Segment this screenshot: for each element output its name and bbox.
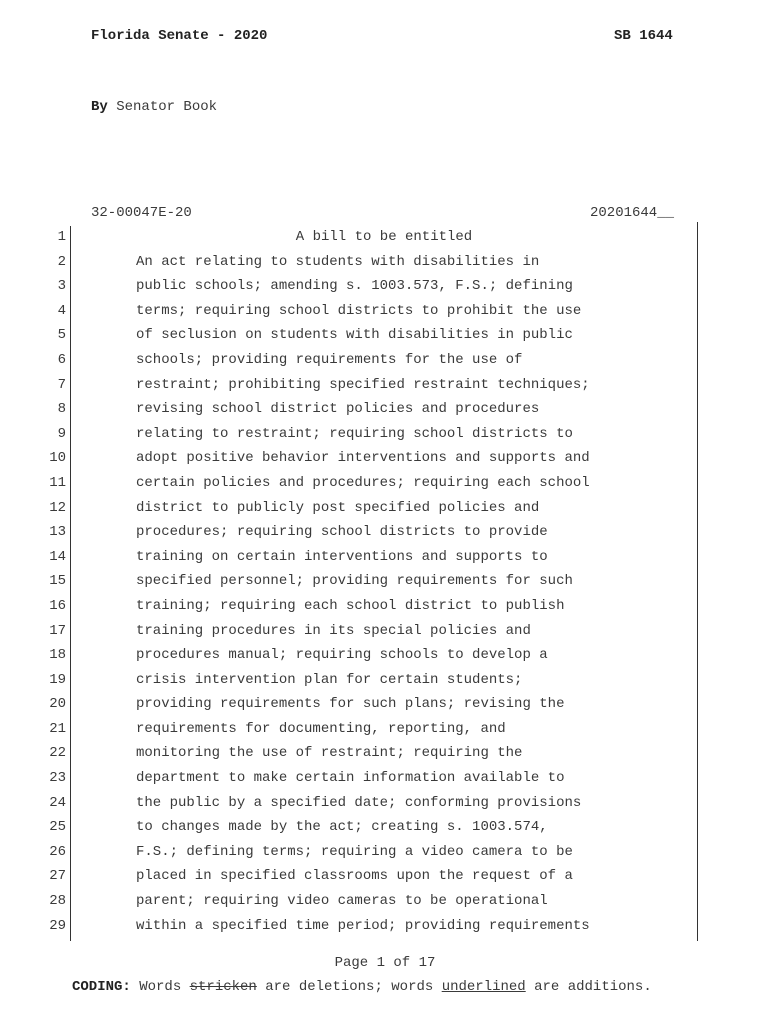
bill-number: SB 1644 [614, 28, 673, 44]
line-text: providing requirements for such plans; revising the [136, 696, 565, 713]
line-number: 1 [57, 229, 66, 245]
coding-text-2: are deletions; words [256, 979, 442, 995]
document-code: 20201644__ [590, 205, 675, 221]
line-number: 17 [49, 622, 66, 639]
bill-line [0, 914, 770, 939]
line-number: 19 [49, 671, 66, 688]
bill-line [0, 545, 770, 570]
line-number: 26 [49, 843, 66, 860]
bill-line [0, 471, 770, 496]
line-number: 23 [49, 770, 66, 787]
line-number: 8 [57, 401, 66, 418]
bill-line [0, 692, 770, 717]
line-text: crisis intervention plan for certain students; [136, 671, 523, 688]
line-number: 16 [49, 597, 66, 614]
sponsor-line [91, 99, 217, 115]
stricken-example: stricken [189, 979, 257, 995]
line-text: within a specified time period; providing requirements [136, 917, 590, 934]
bill-line [0, 717, 770, 742]
line-number: 22 [49, 745, 66, 762]
coding-text-1: Words [130, 979, 190, 995]
bill-line [0, 889, 770, 914]
bill-line [0, 250, 770, 275]
page-number: Page 1 of 17 [334, 955, 436, 971]
bill-line [0, 741, 770, 766]
line-text: procedures manual; requiring schools to develop a [136, 647, 548, 664]
line-text: certain policies and procedures; requiring each school [136, 474, 590, 491]
bill-line [0, 569, 770, 594]
bill-line [0, 274, 770, 299]
bill-line [0, 791, 770, 816]
line-text: specified personnel; providing requirements for such [136, 573, 573, 590]
line-number: 14 [49, 548, 66, 565]
coding-label: CODING: [72, 979, 131, 995]
line-number: 6 [57, 351, 66, 368]
line-number: 15 [49, 573, 66, 590]
bill-line [0, 299, 770, 324]
bill-line [0, 594, 770, 619]
line-text: relating to restraint; requiring school districts to [136, 425, 573, 442]
line-number: 25 [49, 819, 66, 836]
bill-line [0, 496, 770, 521]
line-number: 29 [49, 917, 66, 934]
bill-line [0, 815, 770, 840]
line-text: monitoring the use of restraint; requiring the [136, 745, 523, 762]
line-number: 28 [49, 893, 66, 910]
line-text: requirements for documenting, reporting, and [136, 720, 506, 737]
bill-line [0, 766, 770, 791]
bill-line [0, 323, 770, 348]
line-number: 13 [49, 524, 66, 541]
line-number: 12 [49, 499, 66, 516]
bill-line [0, 446, 770, 471]
bill-line [0, 373, 770, 398]
line-number: 2 [57, 253, 66, 270]
line-text: department to make certain information available to [136, 770, 565, 787]
line-text: district to publicly post specified policies and [136, 499, 540, 516]
line-text: A bill to be entitled [295, 229, 473, 245]
line-number: 27 [49, 868, 66, 885]
bill-line [0, 619, 770, 644]
line-text: An act relating to students with disabilities in [136, 253, 540, 270]
line-text: placed in specified classrooms upon the request of a [136, 868, 573, 885]
line-number: 5 [57, 327, 66, 344]
bill-line [0, 422, 770, 447]
line-number: 20 [49, 696, 66, 713]
line-text: adopt positive behavior interventions and supports and [136, 450, 590, 467]
underlined-example: underlined [441, 979, 526, 995]
bill-line [0, 520, 770, 545]
bill-line [0, 643, 770, 668]
bill-line [0, 864, 770, 889]
line-number: 18 [49, 647, 66, 664]
line-number: 3 [57, 278, 66, 295]
line-text: of seclusion on students with disabilities in public [136, 327, 573, 344]
line-text: parent; requiring video cameras to be operational [136, 893, 548, 910]
line-text: public schools; amending s. 1003.573, F.S.; defining [136, 278, 573, 295]
coding-text-3: are additions. [525, 979, 652, 995]
line-number: 21 [49, 720, 66, 737]
bill-line [0, 840, 770, 865]
draft-code: 32-00047E-20 [91, 205, 192, 221]
coding-legend [72, 979, 652, 995]
line-number: 9 [57, 425, 66, 442]
line-text: revising school district policies and procedures [136, 401, 540, 418]
bill-line [0, 348, 770, 373]
line-text: schools; providing requirements for the use of [136, 351, 523, 368]
line-text: training procedures in its special policies and [136, 622, 531, 639]
line-number: 10 [49, 450, 66, 467]
line-text: training on certain interventions and supports to [136, 548, 548, 565]
line-text: training; requiring each school district to publish [136, 597, 565, 614]
bill-text [0, 225, 770, 938]
bill-line [0, 397, 770, 422]
bill-line [0, 225, 770, 250]
line-number: 24 [49, 794, 66, 811]
line-number: 7 [57, 376, 66, 393]
sponsor-by-label: By [91, 99, 108, 115]
line-text: terms; requiring school districts to prohibit the use [136, 302, 582, 319]
line-text: restraint; prohibiting specified restraint techniques; [136, 376, 590, 393]
line-number: 11 [49, 474, 66, 491]
sponsor-name: Senator Book [116, 99, 218, 115]
line-text: the public by a specified date; conforming provisions [136, 794, 582, 811]
bill-line [0, 668, 770, 693]
line-text: to changes made by the act; creating s. 1003.574, [136, 819, 548, 836]
line-text: F.S.; defining terms; requiring a video camera to be [136, 843, 573, 860]
line-number: 4 [57, 302, 66, 319]
line-text: procedures; requiring school districts to provide [136, 524, 548, 541]
chamber-year-header: Florida Senate - 2020 [91, 28, 268, 44]
